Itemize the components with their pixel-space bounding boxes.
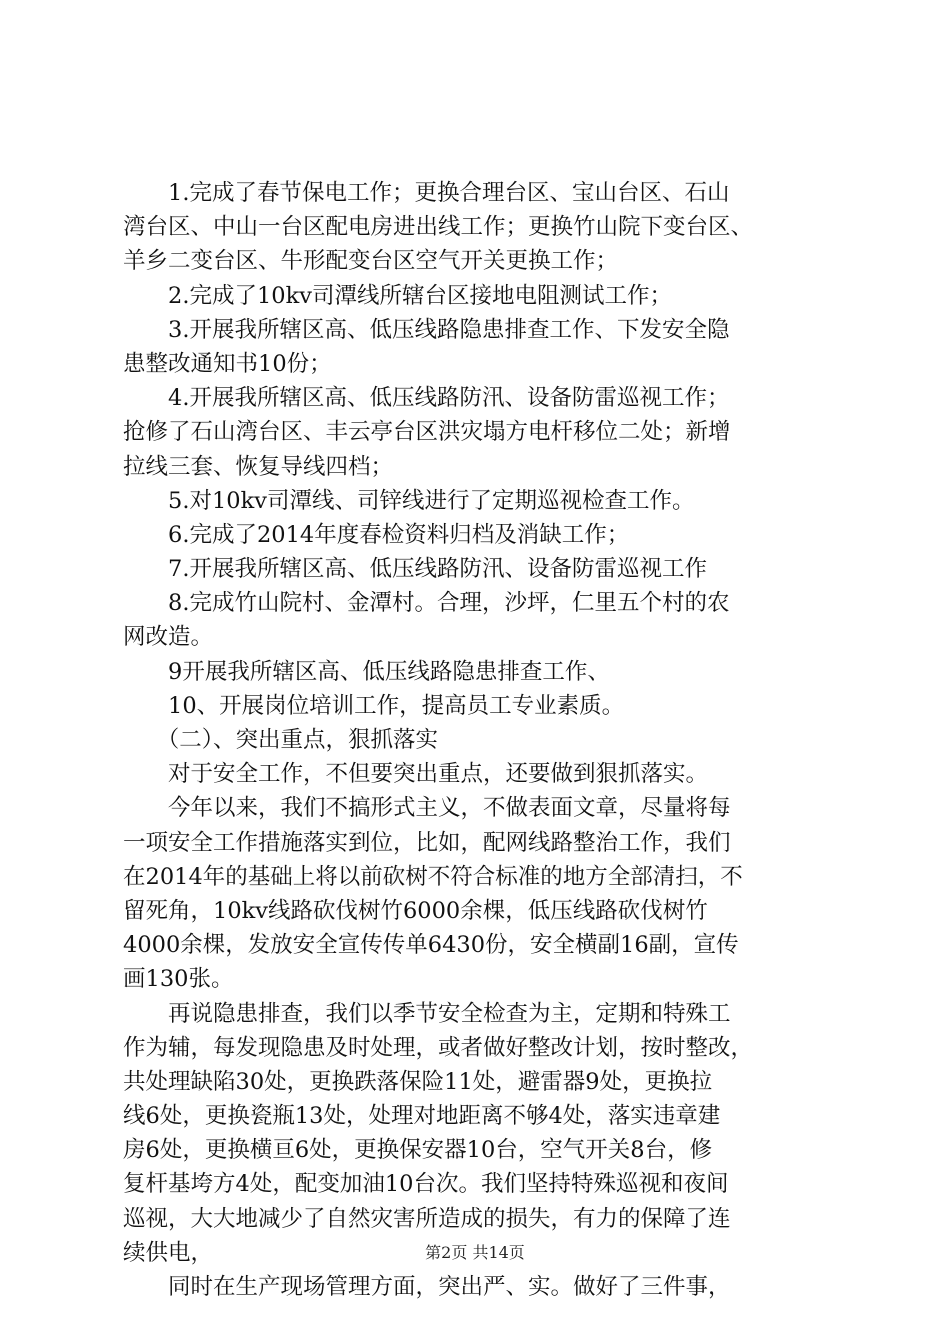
text-line: 湾台区、中山一台区配电房进出线工作；更换竹山院下变台区、	[123, 214, 754, 241]
text-line: 患整改通知书10份；	[123, 350, 332, 377]
text-line: 7.开展我所辖区高、低压线路防汛、设备防雷巡视工作	[123, 556, 707, 583]
text-line: 共处理缺陷30处，更换跌落保险11处，避雷器9处，更换拉	[123, 1068, 713, 1095]
text-line: 9开展我所辖区高、低压线路隐患排查工作、	[123, 658, 610, 685]
text-line: 作为辅，每发现隐患及时处理，或者做好整改计划，按时整改，	[123, 1034, 754, 1061]
text-line: 2.完成了10kv司潭线所辖台区接地电阻测试工作；	[123, 282, 672, 309]
text-line: 6.完成了2014年度春检资料归档及消缺工作；	[123, 521, 630, 548]
text-line: 复杆基垮方4处，配变加油10台次。我们坚持特殊巡视和夜间	[123, 1171, 729, 1198]
text-line: 羊乡二变台区、牛形配变台区空气开关更换工作；	[123, 248, 619, 275]
text-line: 画130张。	[123, 966, 234, 993]
text-line: 4.开展我所辖区高、低压线路防汛、设备防雷巡视工作；	[123, 385, 730, 412]
text-line: 对于安全工作，不但要突出重点，还要做到狠抓落实。	[123, 761, 709, 788]
page-footer: 第2页 共14页	[425, 1243, 525, 1262]
text-line: 线6处，更换瓷瓶13处，处理对地距离不够4处，落实违章建	[123, 1103, 721, 1130]
text-line: 在2014年的基础上将以前砍树不符合标准的地方全部清扫，不	[123, 863, 743, 890]
text-line: 抢修了石山湾台区、丰云亭台区洪灾塌方电杆移位二处；新增	[123, 419, 731, 446]
text-line: 拉线三套、恢复导线四档；	[123, 453, 394, 480]
document-body	[123, 176, 843, 1304]
text-line: 一项安全工作措施落实到位，比如，配网线路整治工作，我们	[123, 829, 731, 856]
text-line: 10、开展岗位培训工作，提高员工专业素质。	[123, 692, 625, 719]
text-line: 再说隐患排查，我们以季节安全检查为主，定期和特殊工	[123, 1000, 731, 1027]
text-line: （二）、突出重点，狠抓落实	[123, 727, 439, 753]
text-line: 今年以来，我们不搞形式主义，不做表面文章，尽量将每	[123, 795, 731, 822]
text-line: 续供电，	[123, 1239, 214, 1266]
text-line: 网改造。	[123, 624, 214, 651]
text-line: 4000余棵，发放安全宣传传单6430份，安全横副16副，宣传	[123, 932, 739, 959]
text-line: 5.对10kv司潭线、司锌线进行了定期巡视检查工作。	[123, 487, 695, 514]
text-line: 1.完成了春节保电工作；更换合理台区、宝山台区、石山	[123, 180, 730, 206]
text-line: 留死角，10kv线路砍伐树竹6000余棵，低压线路砍伐树竹	[123, 897, 708, 924]
text-line: 3.开展我所辖区高、低压线路隐患排查工作、下发安全隐	[123, 316, 730, 343]
text-line: 巡视，大大地减少了自然灾害所造成的损失，有力的保障了连	[123, 1205, 731, 1232]
text-line: 8.完成竹山院村、金潭村。合理，沙坪，仁里五个村的农	[123, 590, 730, 617]
text-line: 房6处，更换横亘6处，更换保安器10台，空气开关8台，修	[123, 1137, 713, 1164]
text-line: 同时在生产现场管理方面，突出严、实。做好了三件事，	[123, 1274, 731, 1300]
